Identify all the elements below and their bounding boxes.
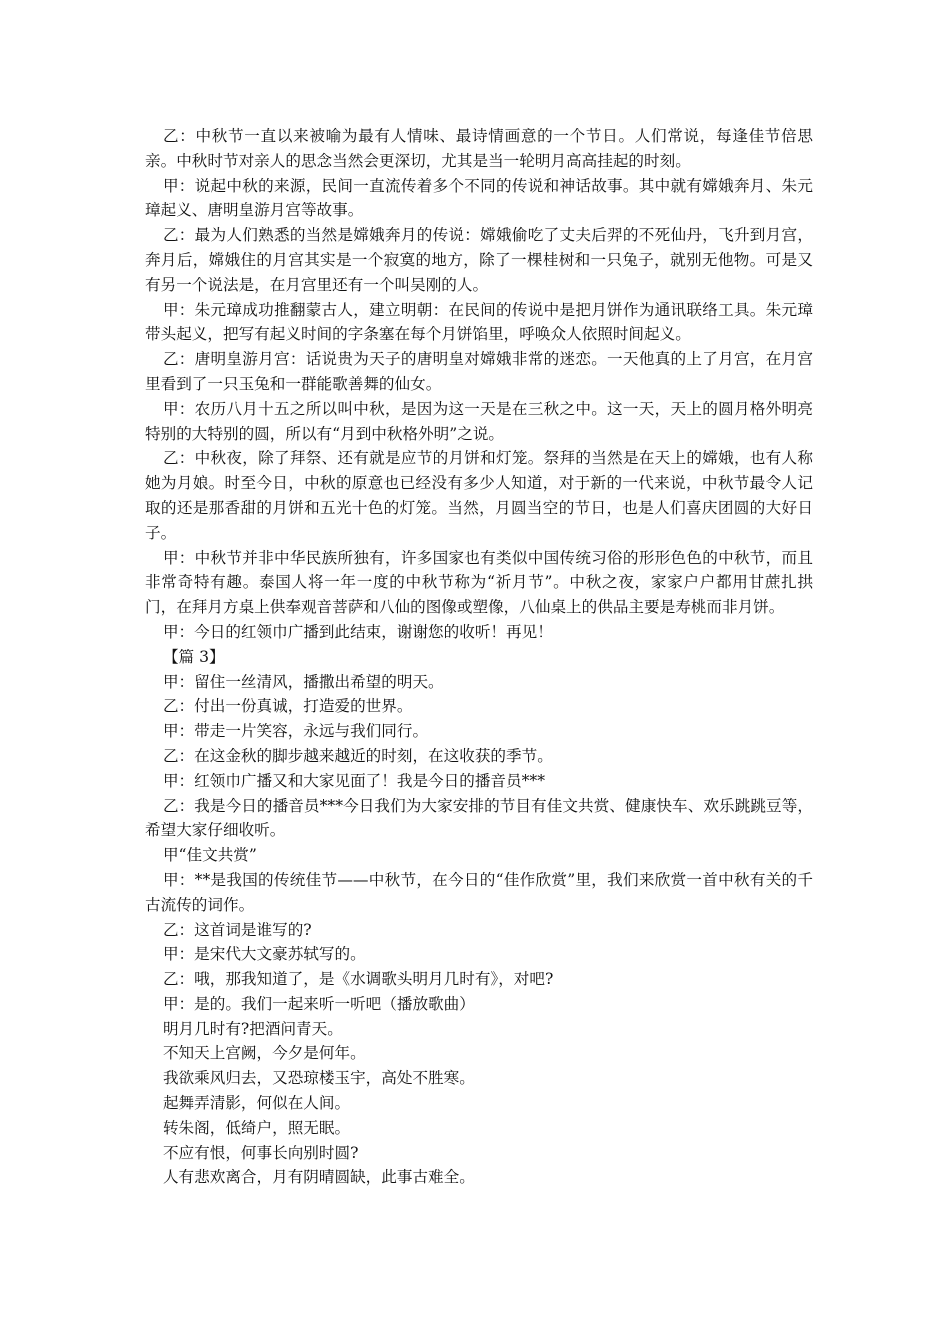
paragraph: 甲：留住一丝清风，播撒出希望的明天。 xyxy=(162,672,444,691)
document-body xyxy=(145,124,813,1190)
poem-line: 不知天上宫阙，今夕是何年。 xyxy=(162,1044,366,1063)
paragraph: 乙：哦，那我知道了，是《水调歌头明月几时有》，对吧? xyxy=(162,970,554,989)
poem-line: 人有悲欢离合，月有阴晴圆缺，此事古难全。 xyxy=(162,1168,475,1187)
poem-line: 起舞弄清影，何似在人间。 xyxy=(162,1094,351,1113)
paragraph: 乙：我是今日的播音员***今日我们为大家安排的节目有佳文共赏、健康快车、欢乐跳跳豆等，希望大家仔细收听。 xyxy=(145,796,813,840)
paragraph: 乙：在这金秋的脚步越来越近的时刻，在这收获的季节。 xyxy=(162,746,553,765)
paragraph: 乙：这首词是谁写的? xyxy=(162,920,312,939)
poem-line: 明月几时有?把酒问青天。 xyxy=(162,1019,343,1038)
paragraph: 乙：最为人们熟悉的当然是嫦娥奔月的传说：嫦娥偷吃了丈夫后羿的不死仙丹，飞升到月宫，奔月后，嫦娥住的月宫其实是一个寂寞的地方，除了一棵桂树和一只兔子，就别无他物。可是又有另一个说法是，在月宫里还有一个叫吴刚的人。 xyxy=(145,226,813,294)
paragraph: 甲：今日的红领巾广播到此结束，谢谢您的收听！再见！ xyxy=(162,622,553,641)
paragraph: 甲：农历八月十五之所以叫中秋，是因为这一天是在三秋之中。这一天，天上的圆月格外明亮特别的大特别的圆，所以有“月到中秋格外明”之说。 xyxy=(145,399,813,443)
paragraph: 甲：**是我国的传统佳节——中秋节，在今日的“佳作欣赏”里，我们来欣赏一首中秋有关的千古流传的词作。 xyxy=(145,870,813,914)
paragraph: 乙：唐明皇游月宫：话说贵为天子的唐明皇对嫦娥非常的迷恋。一天他真的上了月宫，在月宫里看到了一只玉兔和一群能歌善舞的仙女。 xyxy=(145,350,813,393)
paragraph: 甲：红领巾广播又和大家见面了！我是今日的播音员*** xyxy=(162,771,545,790)
paragraph: 甲：带走一片笑容，永远与我们同行。 xyxy=(162,722,429,741)
paragraph: 甲：说起中秋的来源，民间一直流传着多个不同的传说和神话故事。其中就有嫦娥奔月、朱元璋起义、唐明皇游月宫等故事。 xyxy=(145,176,813,220)
paragraph: 甲：中秋节并非中华民族所独有，许多国家也有类似中国传统习俗的形形色色的中秋节，而且非常奇特有趣。泰国人将一年一度的中秋节称为“祈月节”。中秋之夜，家家户户都用甘蔗扎拱门，在拜月方桌上供奉观音菩萨和八仙的图像或塑像，八仙桌上的供品主要是寿桃而非月饼。 xyxy=(145,548,813,617)
poem-line: 转朱阁，低绮户，照无眠。 xyxy=(162,1118,351,1137)
paragraph: 甲：朱元璋成功推翻蒙古人，建立明朝：在民间的传说中是把月饼作为通讯联络工具。朱元璋带头起义，把写有起义时间的字条塞在每个月饼馅里，呼唤众人依照时间起义。 xyxy=(145,300,813,344)
section-heading: 【篇 3】 xyxy=(162,647,225,666)
poem-line: 我欲乘风归去，又恐琼楼玉宇，高处不胜寒。 xyxy=(162,1069,475,1088)
paragraph: 乙：中秋节一直以来被喻为最有人情味、最诗情画意的一个节日。人们常说，每逢佳节倍思亲。中秋时节对亲人的思念当然会更深切，尤其是当一轮明月高高挂起的时刻。 xyxy=(145,127,813,170)
poem-line: 不应有恨，何事长向别时圆? xyxy=(162,1143,359,1162)
paragraph: 乙：付出一份真诚，打造爱的世界。 xyxy=(162,697,413,716)
paragraph: 甲：是的。我们一起来听一听吧（播放歌曲） xyxy=(162,994,475,1013)
paragraph: 甲“佳文共赏” xyxy=(162,846,257,865)
paragraph: 乙：中秋夜，除了拜祭、还有就是应节的月饼和灯笼。祭拜的当然是在天上的嫦娥，也有人称她为月娘。时至今日，中秋的原意也已经没有多少人知道，对于新的一代来说，中秋节最令人记取的还是那香甜的月饼和五光十色的灯笼。当然，月圆当空的节日，也是人们喜庆团圆的大好日子。 xyxy=(145,449,813,542)
paragraph: 甲：是宋代大文豪苏轼写的。 xyxy=(162,945,366,964)
